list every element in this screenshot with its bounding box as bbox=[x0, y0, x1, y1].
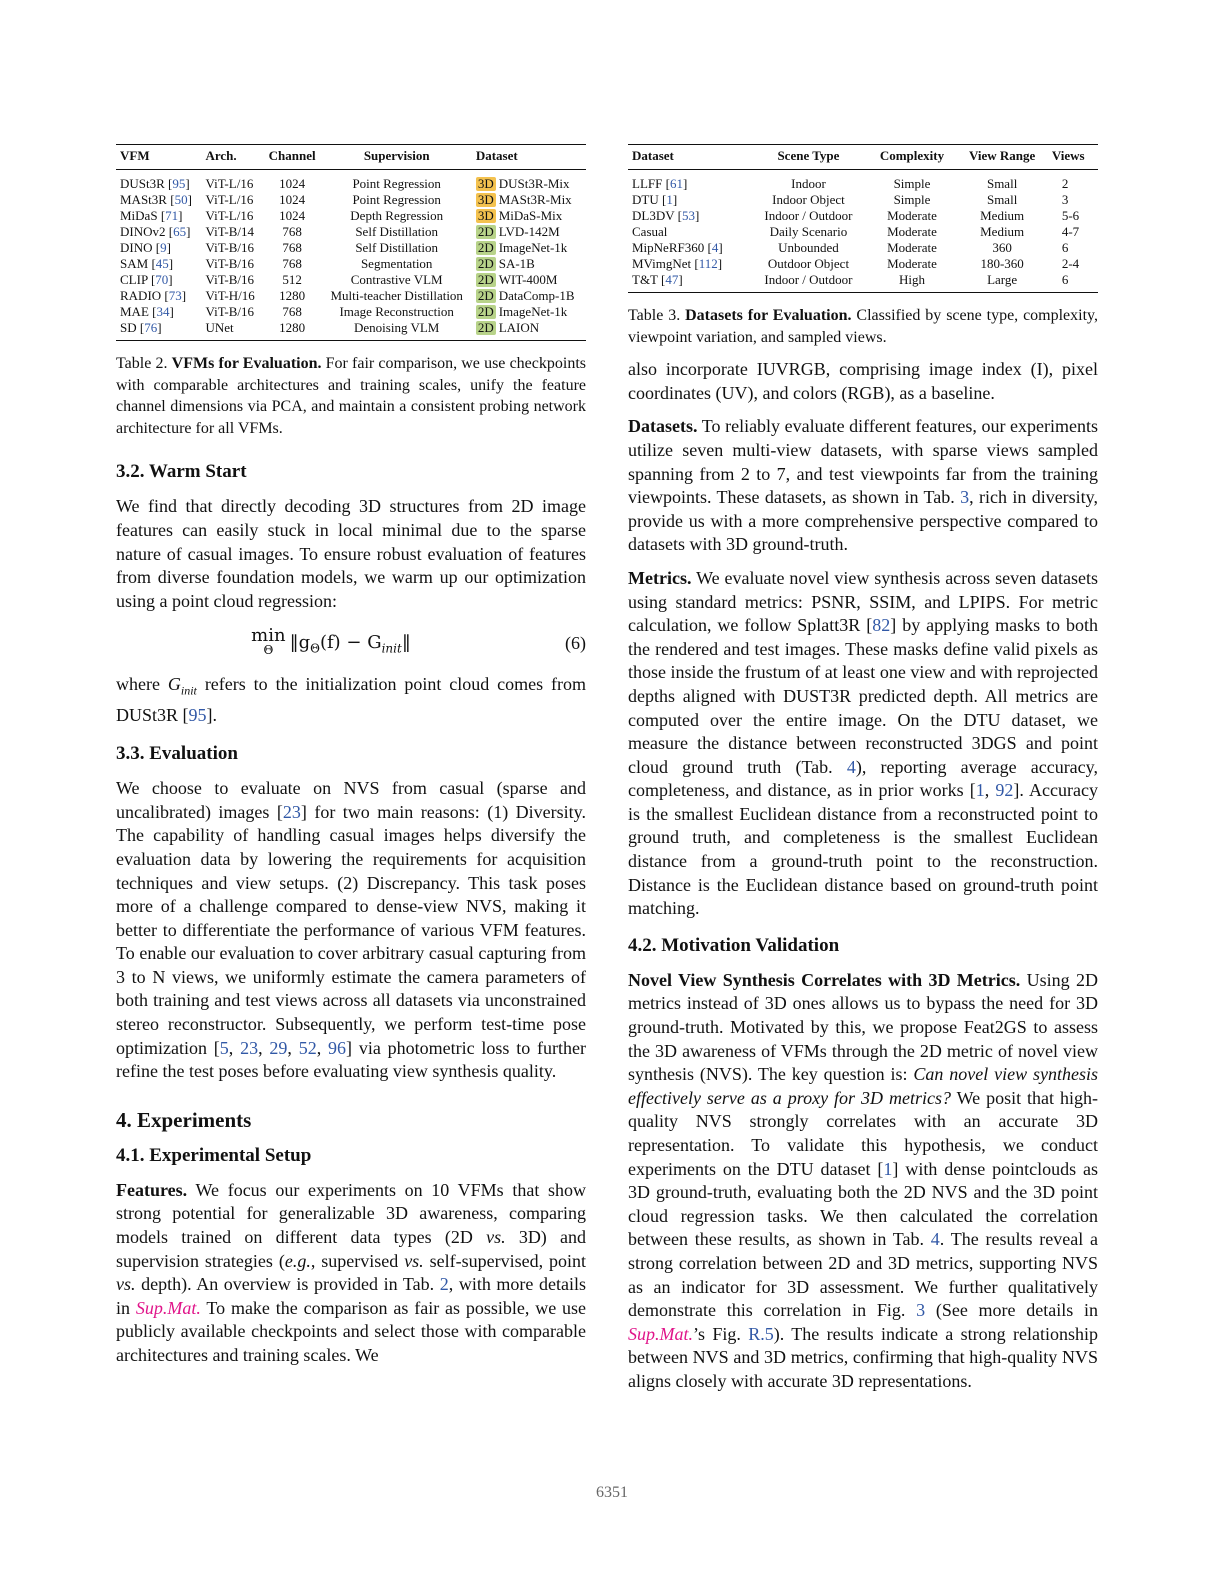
table-vfms bbox=[116, 144, 586, 341]
table3-header-dataset: Dataset bbox=[628, 145, 749, 170]
citation-link[interactable]: 70 bbox=[155, 272, 169, 287]
citation-link[interactable]: 4 bbox=[711, 240, 719, 255]
right-column bbox=[628, 144, 1098, 1394]
citation-link[interactable]: 112 bbox=[698, 256, 718, 271]
citation-link[interactable]: 53 bbox=[681, 208, 695, 223]
table2-row: SD [76] UNet 1280 Denoising VLM 2D LAION bbox=[116, 320, 586, 341]
table3-row: T&T [47] Indoor / Outdoor High Large 6 bbox=[628, 272, 1098, 293]
table3-row: MipNeRF360 [4] Unbounded Moderate 360 6 bbox=[632, 240, 1069, 255]
table2-row: DINOv2 [65] ViT-B/14 768 Self Distillation 2D LVD-142M bbox=[120, 224, 560, 239]
table2-row: MiDaS [71] ViT-L/16 1024 Depth Regression 3D MiDaS-Mix bbox=[120, 208, 563, 223]
citation-link[interactable]: 1 bbox=[666, 192, 673, 207]
citation-link[interactable]: 95 bbox=[172, 176, 186, 191]
citation-link[interactable]: 47 bbox=[665, 272, 679, 287]
table2-row: DINO [9] ViT-B/16 768 Self Distillation 2D ImageNet-1k bbox=[120, 240, 568, 255]
table2-header-channel: Channel bbox=[263, 145, 322, 170]
table3-body bbox=[628, 170, 1098, 293]
section-heading-experiments: 4. Experiments bbox=[116, 1107, 252, 1132]
citation-link[interactable]: 76 bbox=[144, 320, 158, 335]
citation-link[interactable]: 95 bbox=[188, 704, 207, 725]
citation-link[interactable]: 61 bbox=[669, 176, 683, 191]
supmat-link[interactable]: Sup.Mat. bbox=[628, 1323, 693, 1344]
data-dim-badge: 2D bbox=[477, 256, 494, 271]
paragraph-datasets: Datasets. To reliably evaluate different features, our experiments utilize seven multi-view datasets, with sparse views sampled spanning from 2 to 7, and test viewpoints far from the training viewpoints. These datasets, as shown in Tab. 3, rich in diversity, provide us with a more comprehensive perspective compared to datasets with 3D ground-truth. bbox=[628, 416, 1099, 555]
table2-caption: Table 2. VFMs for Evaluation. For fair comparison, we use checkpoints with comparable architectures and training scales, unify the feature channel dimensions via PCA, and maintain a consistent probing network architecture for all VFMs. bbox=[116, 355, 586, 437]
table2-header-vfm: VFM bbox=[116, 145, 201, 170]
citation-link[interactable]: 23 bbox=[240, 1037, 259, 1058]
table2-row: MAE [34] ViT-B/16 768 Image Reconstruction 2D ImageNet-1k bbox=[120, 304, 568, 319]
data-dim-badge: 3D bbox=[477, 192, 494, 207]
figure-ref-link[interactable]: R.5 bbox=[748, 1323, 774, 1344]
table-ref-link[interactable]: 4 bbox=[846, 756, 856, 777]
data-dim-badge: 3D bbox=[477, 208, 494, 223]
table3-header-scene-type: Scene Type bbox=[749, 145, 867, 170]
table3-header-views: Views bbox=[1048, 145, 1098, 170]
table-ref-link[interactable]: 2 bbox=[439, 1274, 449, 1295]
paragraph-evaluation: We choose to evaluate on NVS from casual (sparse and uncalibrated) images [23] for two main reasons: (1) Diversity. The capability of handling casual images helps diversify the evaluation data by lowering the requirements for acquisition techniques and view setups. (2) Discrepancy. This task poses more of a challenge compared to dense-view NVS, making it better to differentiate the performance of various VFM features. To enable our evaluation to cover arbitrary casual capturing from 3 to N views, we uniformly estimate the camera parameters of both training and test views across all datasets via unconstrained stereo reconstructor. Subsequently, we perform test-time pose optimization [5, 23, 29, 52, 96] via photometric loss to further refine the test poses before evaluating view synthesis quality. bbox=[116, 778, 587, 1082]
equation-6: min Θ $‖g_\Theta(f)$ − $G_{init}‖$ (6) bbox=[251, 625, 586, 658]
citation-link[interactable]: 9 bbox=[160, 240, 167, 255]
table3-row: Casual Daily Scenario Moderate Medium 4-7 bbox=[632, 224, 1080, 239]
table3-caption: Table 3. Datasets for Evaluation. Classified by scene type, complexity, viewpoint variation, and sampled views. bbox=[628, 307, 1099, 346]
section-heading-warm-start: 3.2. Warm Start bbox=[116, 461, 247, 483]
citation-link[interactable]: 52 bbox=[298, 1037, 317, 1058]
paragraph-where: where $G_{init}$ refers to the initialization point cloud comes from DUSt3R [95]. bbox=[116, 674, 587, 725]
data-dim-badge: 2D bbox=[477, 272, 494, 287]
table3-row: LLFF [61] Indoor Simple Small 2 bbox=[632, 176, 1069, 191]
page-number: 6351 bbox=[596, 1484, 628, 1501]
table3-row: DTU [1] Indoor Object Simple Small 3 bbox=[632, 192, 1069, 207]
citation-link[interactable]: 23 bbox=[282, 801, 301, 822]
table3-header-view-range: View Range bbox=[956, 145, 1047, 170]
citation-link[interactable]: 5 bbox=[219, 1037, 229, 1058]
section-heading-experimental-setup: 4.1. Experimental Setup bbox=[116, 1144, 312, 1166]
paragraph-features: Features. We focus our experiments on 10 VFMs that show strong potential for generalizable 3D awareness, comparing models trained on different data types (2D vs. 3D) and supervision strategies (e.g., supervised vs. self-supervised, point vs. depth). An overview is provided in Tab. 2, with more details in Sup.Mat. To make the comparison as fair as possible, we use publicly available checkpoints and select those with comparable architectures and training scales. We bbox=[116, 1179, 587, 1365]
paragraph-metrics: Metrics. We evaluate novel view synthesis across seven datasets using standard metrics: PSNR, SSIM, and LPIPS. For metric calculation, we follow Splatt3R [82] by applying masks to both the rendered and test images. These masks define valid pixels as those inside the frustum of at least one view and with reprojected depths aligned with DUST3R predicted depth. All metrics are computed over the entire image. On the DTU dataset, we measure the distance between reconstructed 3DGS and point cloud ground truth (Tab. 4), reporting average accuracy, completeness, and distance, as in prior works [1, 92]. Accuracy is the smallest Euclidean distance from a reconstructed point to ground truth, and completeness is the smallest Euclidean distance from a ground-truth point to the reconstruction. Distance is the Euclidean distance based on ground-truth point matching. bbox=[628, 567, 1098, 919]
citation-link[interactable]: 29 bbox=[269, 1037, 288, 1058]
equation-number: (6) bbox=[565, 632, 586, 653]
table2-row: MASt3R [50] ViT-L/16 1024 Point Regression 3D MASt3R-Mix bbox=[120, 192, 572, 207]
paragraph-warm-start: We find that directly decoding 3D structures from 2D image features can easily stuck in local minimal due to the sparse nature of casual images. To ensure robust evaluation of features from diverse foundation models, we warm up our optimization using a point cloud regression: bbox=[116, 496, 586, 611]
table3-row: MVimgNet [112] Outdoor Object Moderate 180-360 2-4 bbox=[632, 256, 1080, 271]
citation-link[interactable]: 45 bbox=[155, 256, 169, 271]
table2-header-supervision: Supervision bbox=[322, 145, 472, 170]
supmat-link[interactable]: Sup.Mat. bbox=[135, 1297, 201, 1318]
data-dim-badge: 2D bbox=[477, 224, 494, 239]
citation-link[interactable]: 96 bbox=[328, 1037, 347, 1058]
citation-link[interactable]: 34 bbox=[156, 304, 170, 319]
table2-body bbox=[116, 170, 586, 341]
data-dim-badge: 2D bbox=[477, 288, 494, 303]
table2-row: SAM [45] ViT-B/16 768 Segmentation 2D SA-1B bbox=[120, 256, 535, 271]
table-ref-link[interactable]: 3 bbox=[960, 487, 970, 508]
table2-row: DUSt3R [95] ViT-L/16 1024 Point Regression 3D DUSt3R-Mix bbox=[120, 176, 570, 191]
table2-row: RADIO [73] ViT-H/16 1280 Multi-teacher Distillation 2D DataComp-1B bbox=[120, 288, 575, 303]
citation-link[interactable]: 73 bbox=[168, 288, 182, 303]
table2-header-dataset: Dataset bbox=[472, 145, 586, 170]
citation-link[interactable]: 92 bbox=[995, 780, 1014, 801]
section-heading-motivation: 4.2. Motivation Validation bbox=[628, 934, 840, 956]
paragraph-iuvrgb: also incorporate IUVRGB, comprising image index (I), pixel coordinates (UV), and colors (RGB), as a baseline. bbox=[628, 359, 1098, 403]
data-dim-badge: 2D bbox=[477, 240, 494, 255]
data-dim-badge: 3D bbox=[477, 176, 494, 191]
table3-header-complexity: Complexity bbox=[868, 145, 957, 170]
table2-row: CLIP [70] ViT-B/16 512 Contrastive VLM 2D WIT-400M bbox=[120, 272, 558, 287]
citation-link[interactable]: 1 bbox=[975, 780, 985, 801]
citation-link[interactable]: 1 bbox=[883, 1158, 893, 1179]
data-dim-badge: 2D bbox=[477, 320, 494, 335]
figure-ref-link[interactable]: 3 bbox=[916, 1300, 926, 1321]
section-heading-evaluation: 3.3. Evaluation bbox=[116, 743, 238, 765]
citation-link[interactable]: 50 bbox=[174, 192, 188, 207]
table3-row: DL3DV [53] Indoor / Outdoor Moderate Medium 5-6 bbox=[632, 208, 1080, 223]
data-dim-badge: 2D bbox=[477, 304, 494, 319]
citation-link[interactable]: 71 bbox=[165, 208, 179, 223]
table2-header-arch: Arch. bbox=[201, 145, 262, 170]
citation-link[interactable]: 65 bbox=[173, 224, 187, 239]
table-datasets bbox=[628, 144, 1098, 293]
paragraph-nvs-correlation: Novel View Synthesis Correlates with 3D Metrics. Using 2D metrics instead of 3D ones allows us to bypass the need for 3D ground-truth. Motivated by this, we propose Feat2GS to assess the 3D awareness of VFMs through the 2D metric of novel view synthesis (NVS). The key question is: Can novel view synthesis effectively serve as a proxy for 3D metrics? We posit that high-quality NVS strongly correlates with an accurate 3D representation. To validate this hypothesis, we conduct experiments on the DTU dataset [1] with dense pointclouds as 3D ground-truth, evaluating both the 2D NVS and the 3D point cloud regression tasks. We then calculated the correlation between these results, as shown in Tab. 4. The results reveal a strong correlation between 2D and 3D metrics, supporting NVS as an indicator for 3D assessment. We further qualitatively demonstrate this correlation in Fig. 3 (See more details in Sup.Mat.’s Fig. R.5). The results indicate a strong relationship between NVS and 3D metrics, confirming that high-quality NVS aligns closely with accurate 3D representations. bbox=[628, 969, 1099, 1391]
citation-link[interactable]: 82 bbox=[872, 615, 891, 636]
left-column bbox=[116, 144, 586, 1368]
table-ref-link[interactable]: 4 bbox=[930, 1229, 940, 1250]
